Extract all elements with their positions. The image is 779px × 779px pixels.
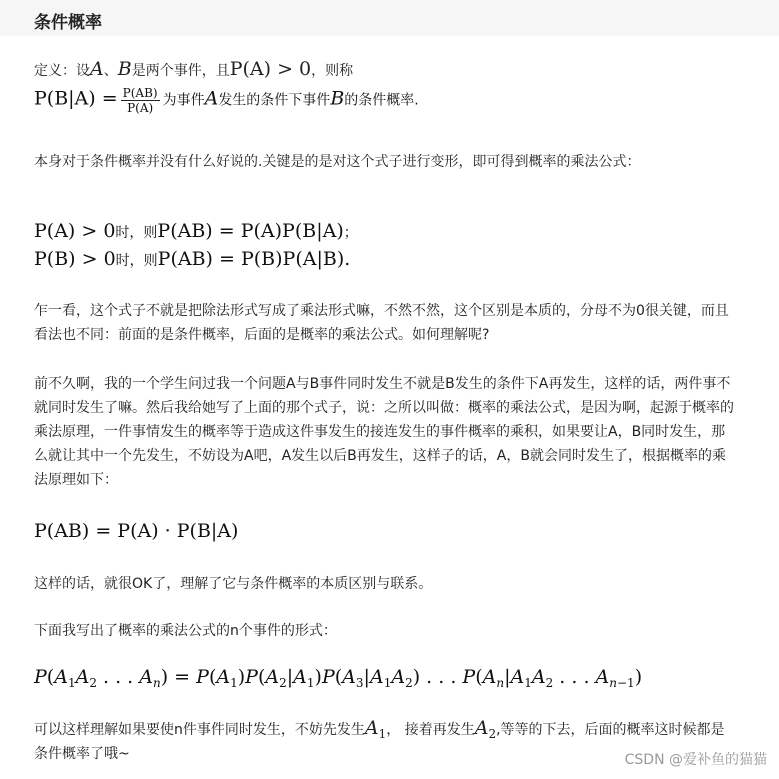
definition-text4: 发生的条件下事件: [218, 92, 331, 109]
p6-part-a: 可以这样理解如果要使n件事件同时发生，不妨先发生: [34, 722, 365, 738]
math-fraction: [121, 86, 160, 115]
math-f3: P(AB) = P(A) · P(B|A): [34, 520, 239, 542]
p6-part-c: ,等等的下去，后面的概率这时候都是条件概率了哦~: [34, 722, 725, 762]
math-f2c: P(AB) = P(B)P(A|B).: [157, 248, 351, 270]
math-f2a: P(B) > 0: [34, 248, 116, 270]
fraction-denominator: P(A): [127, 101, 154, 115]
math-A: A: [90, 58, 104, 80]
f1-text: 时，则: [115, 225, 158, 241]
section-title: 条件概率: [34, 13, 102, 33]
paragraph-3: 前不久啊，我的一个学生问过我一个问题A与B事件同时发生不就是B发生的条件下A再发生，这样的话，两件事不就同时发生了嘛。然后我给她写了上面的那个式子，说：之所以叫做：概率的乘法公式，是因为啊，起源于概率的乘法原理，一件事情发生的概率等于造成这件事发生的接连发生的事件概率的乘积，如果要让A，B同时发生，那么就让其中一个先发生，不妨设为A吧，A发生以后B再发生，这样子的话，A，B就会同时发生了，根据概率的乘法原理如下：: [34, 376, 734, 488]
math-A-2: A: [204, 87, 219, 110]
csdn-watermark: CSDN @爱补鱼的猫猫: [624, 752, 767, 768]
paragraph-5: 下面我写出了概率的乘法公式的n个事件的形式：: [34, 623, 337, 639]
definition-text1: 是两个事件，且: [131, 63, 230, 79]
math-B: B: [117, 58, 132, 80]
header-band: [0, 0, 779, 36]
math-f1a: P(A) > 0: [34, 220, 116, 242]
f2-text: 时，则: [115, 253, 158, 269]
paragraph-4: 这样的话，就很OK了，理解了它与条件概率的本质区别与联系。: [34, 576, 433, 592]
definition-line-2: [34, 86, 419, 115]
f1-semicolon: ；: [343, 225, 358, 241]
math-cond-prob-lhs: P(B|A) =: [34, 87, 118, 110]
formula-line-3: [34, 520, 238, 542]
paragraph-2: 乍一看，这个式子不就是把除法形式写成了乘法形式嘛，不然不然，这个区别是本质的，分母不为0很关键，而且看法也不同：前面的是条件概率，后面的是概率的乘法公式。如何理解呢?: [34, 303, 729, 343]
formula-line-1: [34, 220, 358, 242]
paragraph-1: 本身对于条件概率并没有什么好说的.关键是的是对这个式子进行变形，即可得到概率的乘法公式：: [34, 154, 641, 170]
math-condition: P(A) > 0: [229, 58, 312, 80]
formula-line-4: [34, 666, 642, 688]
p6-part-b: ， 接着再发生: [386, 722, 475, 738]
definition-sep: 、: [103, 63, 118, 79]
math-f1c: P(AB) = P(A)P(B|A): [157, 220, 344, 242]
math-f4: $P(A_1A_2$ . . . $A_n) = P(A_1)P(A_2|A_1)P(A_3|A_1A_2)$ . . . $P(A_n|A_1A_2$ . . . $A_{n-1}$): [34, 666, 643, 690]
definition-text2: ，则称: [311, 63, 354, 79]
definition-text5: 的条件概率.: [344, 92, 419, 109]
fraction-numerator: P(AB): [122, 86, 158, 100]
math-B-2: B: [330, 87, 345, 110]
formula-line-2: [34, 248, 350, 270]
definition-lead: 定义：设: [34, 63, 90, 79]
definition-text3: 为事件: [162, 92, 205, 109]
definition-line-1: [34, 57, 734, 83]
math-A2: $A_2$: [474, 717, 497, 741]
math-A1: $A_1$: [364, 717, 387, 741]
